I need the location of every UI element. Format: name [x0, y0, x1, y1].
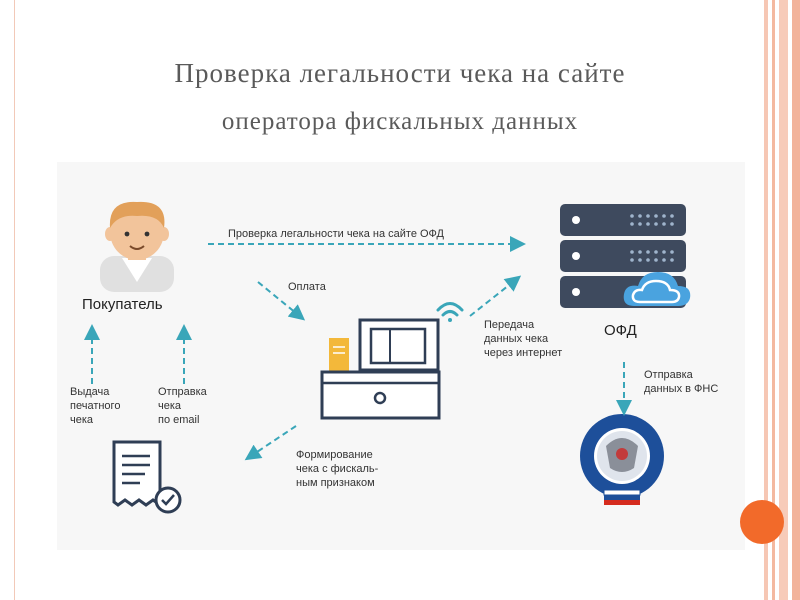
issue-print-label: Выдача печатного чека [70, 386, 121, 426]
person-icon [100, 202, 174, 292]
send-email-label: Отправка чека по email [158, 386, 207, 426]
receipt-icon [114, 442, 180, 512]
slide-accent-circle [740, 500, 784, 544]
check-label: Проверка легальности чека на сайте ОФД [228, 228, 445, 240]
transfer-label: Передача данных чека через интернет [484, 319, 563, 359]
cash-register-icon [322, 320, 439, 418]
forming-label: Формирование чека с фискаль- ным признаком [296, 449, 379, 489]
arrow-transfer [470, 278, 518, 316]
send-fns-label: Отправка данных в ФНС [644, 369, 719, 395]
slide-title-line1: Проверка легальности чека на сайте [174, 58, 626, 88]
ofd-label: ОФД [604, 322, 637, 339]
payment-label: Оплата [288, 281, 326, 293]
arrow-forming [248, 426, 296, 458]
wifi-icon [438, 304, 462, 323]
buyer-label: Покупатель [82, 296, 163, 313]
fns-emblem-icon [580, 414, 664, 505]
slide-title-line2: оператора фискальных данных [221, 108, 579, 135]
